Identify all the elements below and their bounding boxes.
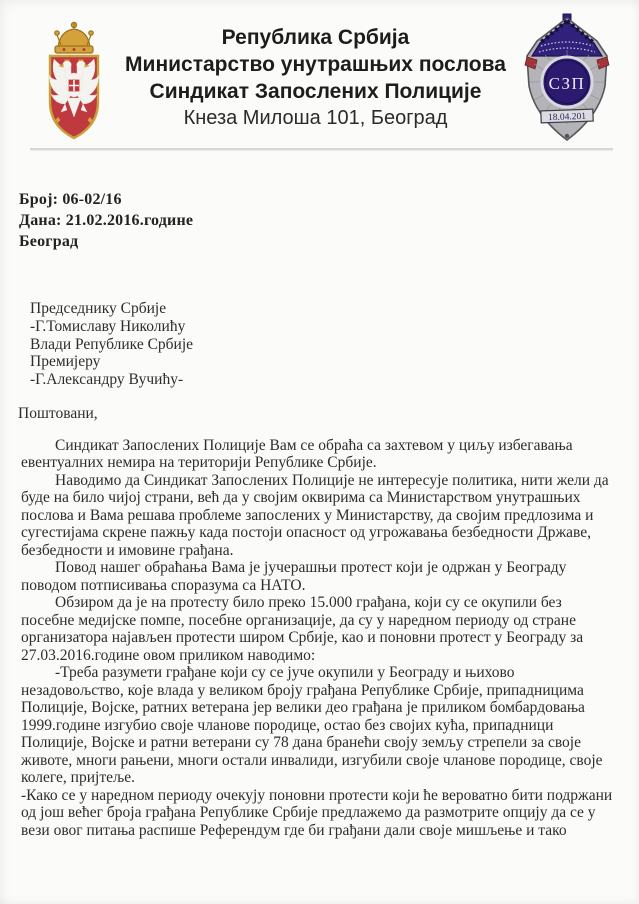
org-address: Кнеза Милоша 101, Београд (183, 107, 448, 129)
recipient-line: Влади Републике Србије (30, 335, 194, 353)
letterhead (0, 0, 639, 146)
doc-number: Број: 06-02/16 (19, 191, 122, 208)
recipient-block (30, 300, 639, 389)
doc-city: Београд (19, 233, 79, 250)
recipient-line: Премијеру (30, 353, 101, 371)
badge-date: 18.04.201 (547, 111, 587, 124)
paragraph: -Треба разумети грађане који су се јуче окупили у Београду и њихово незадовољство, које влада у великом броју грађана Републике Србије, припадницима Полиције, Војске, ратних ветерана јер велики део грађана је приликом бомбардовања 1999.године изгубио своје чланове породице, остао без својих кућа, припадници Полиције, Војске и ратни ветерани су 78 дана бранећи своју земљу стрепели за своје животе, многи рањени, многи остали инвалиди, изгубили своје чланове породице, своје колеге, пријтеље. (21, 664, 603, 787)
header-divider (30, 148, 613, 151)
recipient-line: -Г.Томиславу Николићу (30, 317, 186, 335)
police-union-badge-icon (517, 12, 617, 146)
serbia-coat-of-arms-icon (34, 16, 114, 144)
paragraph: -Како се у наредном периоду очекују поновни протести који ће вероватно бити подржани од још већег броја грађана Републике Србије предлажемо да размотрите опцију да се у вези овог питања распише Референдум где би грађани дали своје мишљење и тако (21, 786, 613, 839)
recipient-line: -Г.Александру Вучићу- (30, 371, 184, 389)
paragraph: Обзиром да је на протесту било преко 15.000 грађана, који су се окупили без посебне медијске помпе, посебне организације, да су у наредном периоду од стране организатора најављен протести широм Србије, као и поновни протест у Београду за 27.03.2016.године овом приликом наводимо: (21, 594, 584, 664)
salutation: Поштовани, (18, 404, 98, 422)
letterhead-text (114, 12, 517, 132)
paragraph: Повод нашег обраћања Вама је јучерашњи протест који је одржан у Београду поводом потписивања споразума са НАТО. (21, 559, 567, 594)
reference-block (19, 189, 639, 252)
paragraph: Синдикат Запослених Полиције Вам се обраћа са захтевом у циљу избегавања евентуалних немира на територији Републике Србије. (21, 436, 573, 472)
doc-date: Дана: 21.02.2016.године (19, 212, 194, 229)
org-country: Република Србија (221, 26, 410, 49)
badge-initials: СЗП (548, 74, 586, 93)
recipient-line: Председнику Србије (30, 300, 167, 317)
org-union: Синдикат Запослених Полиције (149, 80, 482, 103)
org-ministry: Министарство унутрашњих послова (125, 53, 506, 76)
paragraph: Наводимо да Синдикат Запослених Полиције не интересује политика, нити жели да буде на било чијој страни, већ да у својим оквирима са Министарством унутрашњих послова и Вама решава проблеме запослених у Министарству, да својим предлозима и сугестијама скрене пажњу када постоји опасност од угрожавања безбедности Државе, безбедности и имовине грађана. (21, 471, 609, 559)
letter-body (0, 437, 639, 840)
